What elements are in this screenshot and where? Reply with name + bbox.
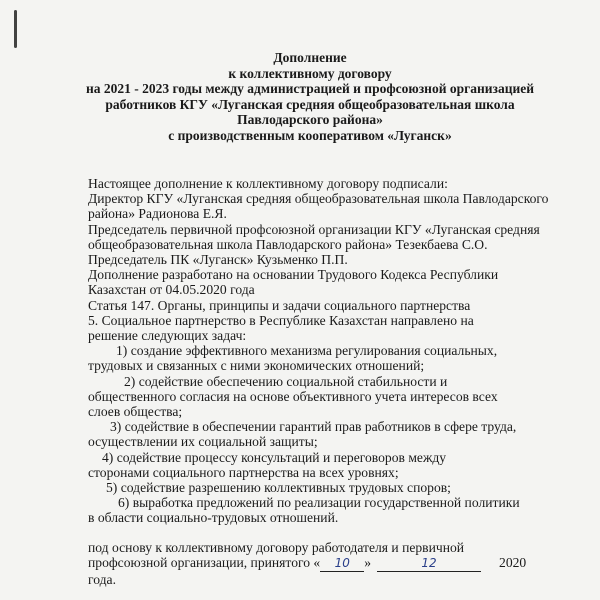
body-line: 5. Социальное партнерство в Республике Казахстан направлено на	[88, 312, 474, 328]
body-line: решение следующих задач:	[88, 328, 247, 344]
date-day-handwritten: 10	[334, 556, 350, 571]
title-line: на 2021 - 2023 годы между администрацией и профсоюзной организацией	[85, 81, 535, 96]
title-line: работников КГУ «Луганская средняя общеобразовательная школа	[105, 96, 515, 112]
body-line: Настоящее дополнение к коллективному договору подписали:	[88, 176, 448, 191]
body-line: трудовых и связанных с ними экономических отношений;	[88, 358, 425, 374]
body-line: осуществлении их социальной защиты;	[88, 434, 318, 450]
body-line: слоев общества;	[88, 404, 183, 420]
footer-date-prefix: профсоюзной организации, принятого «	[88, 555, 321, 571]
body-line: 4) содействие процессу консультаций и переговоров между	[102, 449, 447, 465]
body-line: Директор КГУ «Луганская средняя общеобразовательная школа Павлодарского	[88, 191, 549, 207]
body-line: сторонами социального партнерства на всех уровнях;	[88, 464, 399, 480]
title-line: к коллективному договору	[228, 65, 392, 81]
body-line: района» Радионова Е.Я.	[88, 206, 227, 222]
footer-line-date	[88, 555, 560, 572]
body-line: 3) содействие в обеспечении гарантий прав работников в сфере труда,	[110, 419, 517, 435]
body-line: в области социально-трудовых отношений.	[88, 510, 339, 526]
body-line: Статья 147. Органы, принципы и задачи социального партнерства	[88, 297, 471, 313]
body-line: Дополнение разработано на основании Трудового Кодекса Республики	[88, 267, 499, 283]
date-day-field	[320, 555, 364, 572]
body-line: 2) содействие обеспечению социальной стабильности и	[124, 373, 448, 389]
body-line: Председатель первичной профсоюзной организации КГУ «Луганская средняя	[88, 221, 540, 237]
body-line: Казахстан от 04.05.2020 года	[88, 282, 255, 298]
document-body	[88, 176, 560, 526]
title-line: Дополнение	[273, 50, 347, 65]
date-month-handwritten: 12	[421, 556, 437, 571]
date-month-field	[377, 555, 481, 572]
body-line: Председатель ПК «Луганск» Кузьменко П.П.	[88, 252, 348, 268]
body-line: 6) выработка предложений по реализации государственной политики	[118, 495, 520, 511]
binding-mark	[14, 10, 17, 48]
body-line: 1) создание эффективного механизма регулирования социальных,	[116, 343, 498, 359]
footer-line: года.	[88, 572, 116, 588]
body-line: общеобразовательная школа Павлодарского района» Тезекбаева С.О.	[88, 236, 488, 252]
footer-date-mid: »	[364, 555, 372, 571]
document-footer	[88, 540, 560, 588]
title-line: Павлодарского района»	[237, 112, 383, 127]
footer-line: под основу к коллективному договору работодателя и первичной	[88, 540, 465, 555]
title-line: с производственным кооперативом «Луганск»	[168, 127, 452, 143]
document-title	[60, 50, 560, 143]
date-year: 2020	[499, 555, 527, 571]
body-line: 5) содействие разрешению коллективных трудовых споров;	[106, 480, 451, 496]
body-line: общественного согласия на основе объективного учета интересов всех	[88, 388, 498, 404]
